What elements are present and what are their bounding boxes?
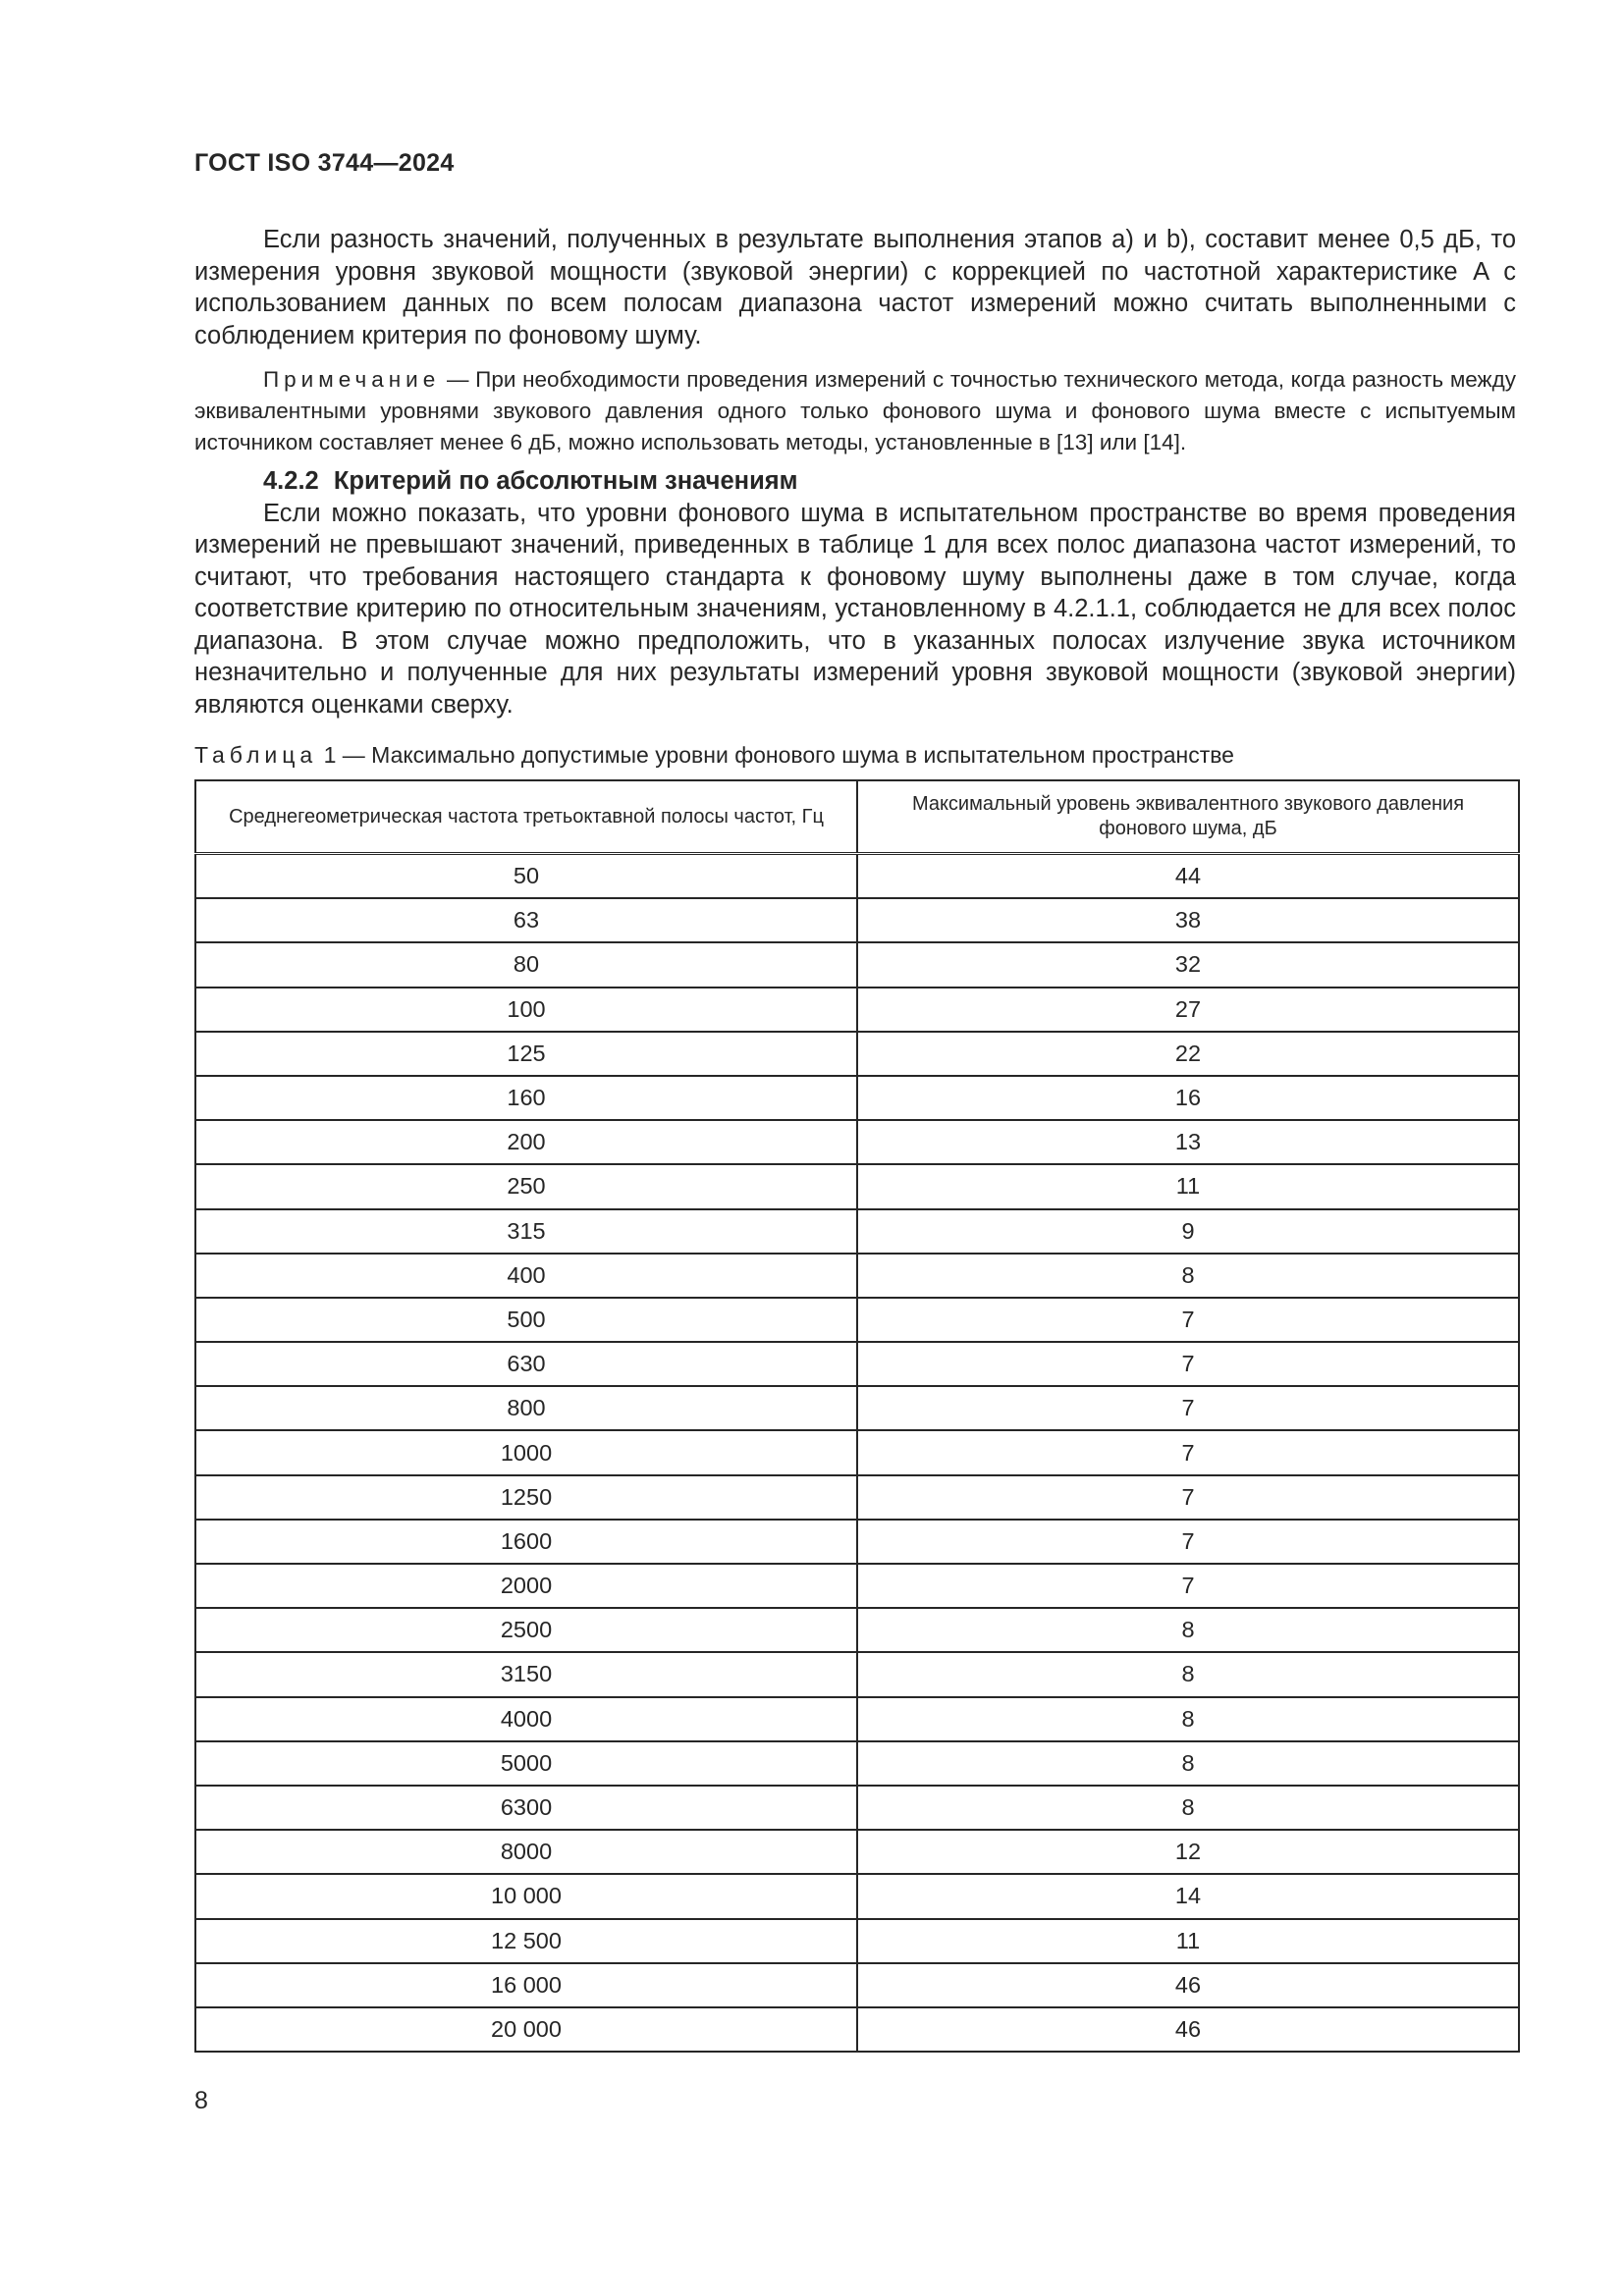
frequency-cell: 2000: [195, 1564, 857, 1608]
page-number: 8: [194, 2087, 208, 2114]
frequency-cell: 12 500: [195, 1919, 857, 1963]
frequency-cell: 1000: [195, 1430, 857, 1474]
max-level-cell: 46: [857, 1963, 1519, 2007]
table-row: [195, 1520, 1519, 1564]
max-level-cell: 8: [857, 1697, 1519, 1741]
max-level-cell: 32: [857, 942, 1519, 987]
table-caption: [194, 740, 1516, 770]
frequency-cell: 315: [195, 1209, 857, 1254]
frequency-cell: 250: [195, 1164, 857, 1208]
frequency-cell: 630: [195, 1342, 857, 1386]
frequency-cell: 200: [195, 1120, 857, 1164]
max-level-cell: 14: [857, 1874, 1519, 1918]
section-title: Критерий по абсолютным значениям: [333, 467, 798, 495]
table-row: [195, 1298, 1519, 1342]
max-level-cell: 7: [857, 1564, 1519, 1608]
max-level-cell: 9: [857, 1209, 1519, 1254]
max-level-cell: 13: [857, 1120, 1519, 1164]
max-level-cell: 8: [857, 1608, 1519, 1652]
max-level-cell: 46: [857, 2007, 1519, 2052]
table-row: [195, 1209, 1519, 1254]
noise-levels-table: [194, 779, 1520, 2053]
max-level-cell: 38: [857, 898, 1519, 942]
frequency-cell: 8000: [195, 1830, 857, 1874]
frequency-cell: 10 000: [195, 1874, 857, 1918]
table-row: [195, 1164, 1519, 1208]
table-row: [195, 1032, 1519, 1076]
table-row: [195, 1786, 1519, 1830]
max-level-cell: 8: [857, 1741, 1519, 1786]
frequency-cell: 160: [195, 1076, 857, 1120]
page-content: [194, 224, 1516, 2053]
table-header: [195, 780, 1519, 854]
table-caption-label: Таблица: [194, 742, 318, 768]
table-row: [195, 1830, 1519, 1874]
frequency-cell: 16 000: [195, 1963, 857, 2007]
frequency-cell: 2500: [195, 1608, 857, 1652]
table-row: [195, 942, 1519, 987]
frequency-cell: 5000: [195, 1741, 857, 1786]
table-row: [195, 1386, 1519, 1430]
paragraph-background-noise-criterion: Если разность значений, полученных в результате выполнения этапов a) и b), составит менее 0,5 дБ, то измерения уровня звуковой мощности (звуковой энергии) с коррекцией по частотной характеристике A с использованием данных по всем полосам диапазона частот измерений можно считать выполненными с соблюдением критерия по фоновому шуму.: [194, 226, 1516, 349]
note-label: Примечание: [263, 367, 441, 392]
table-header-row: [195, 780, 1519, 854]
frequency-cell: 1250: [195, 1475, 857, 1520]
frequency-cell: 63: [195, 898, 857, 942]
table-row: [195, 1254, 1519, 1298]
note-text: — При необходимости проведения измерений с точностью технического метода, когда разность между эквивалентными уровнями звукового давления одного только фонового шума и фонового шума вместе с испытуемым источником составляет менее 6 дБ, можно использовать методы, установленные в [13] или [14].: [194, 367, 1516, 454]
column-header-max-level: Максимальный уровень эквивалентного звукового давления фонового шума, дБ: [857, 780, 1519, 854]
max-level-cell: 7: [857, 1298, 1519, 1342]
max-level-cell: 7: [857, 1475, 1519, 1520]
frequency-cell: 80: [195, 942, 857, 987]
table-row: [195, 2007, 1519, 2052]
max-level-cell: 7: [857, 1386, 1519, 1430]
max-level-cell: 7: [857, 1342, 1519, 1386]
table-row: [195, 988, 1519, 1032]
frequency-cell: 50: [195, 854, 857, 899]
table-row: [195, 1120, 1519, 1164]
frequency-cell: 1600: [195, 1520, 857, 1564]
table-body: [195, 854, 1519, 2053]
document-code-header: ГОСТ ISO 3744—2024: [194, 149, 455, 177]
max-level-cell: 8: [857, 1786, 1519, 1830]
frequency-cell: 20 000: [195, 2007, 857, 2052]
max-level-cell: 7: [857, 1430, 1519, 1474]
column-header-frequency: Среднегеометрическая частота третьоктавной полосы частот, Гц: [195, 780, 857, 854]
table-row: [195, 1608, 1519, 1652]
max-level-cell: 27: [857, 988, 1519, 1032]
section-paragraph: Если можно показать, что уровни фонового шума в испытательном пространстве во время проведения измерений не превышают значений, приведенных в таблице 1 для всех полос диапазона частот измерений, то считают, что требования настоящего стандарта к фоновому шуму выполнены даже в том случае, когда соответствие критерию по относительным значениям, установленному в 4.2.1.1, соблюдается не для всех полос диапазона. В этом случае можно предположить, что в указанных полосах излучение звука источником незначительно и полученные для них результаты измерений уровня звуковой мощности (звуковой энергии) являются оценками сверху.: [194, 499, 1516, 719]
section-number: 4.2.2: [263, 467, 319, 495]
max-level-cell: 11: [857, 1919, 1519, 1963]
max-level-cell: 8: [857, 1652, 1519, 1696]
table-row: [195, 1475, 1519, 1520]
table-row: [195, 1874, 1519, 1918]
table-row: [195, 1564, 1519, 1608]
note-paragraph: [194, 364, 1516, 458]
frequency-cell: 6300: [195, 1786, 857, 1830]
table-row: [195, 854, 1519, 899]
table-row: [195, 1919, 1519, 1963]
table-caption-text: 1 — Максимально допустимые уровни фонового шума в испытательном пространстве: [317, 742, 1234, 768]
table-row: [195, 898, 1519, 942]
table-row: [195, 1430, 1519, 1474]
max-level-cell: 11: [857, 1164, 1519, 1208]
max-level-cell: 44: [857, 854, 1519, 899]
table-row: [195, 1697, 1519, 1741]
max-level-cell: 12: [857, 1830, 1519, 1874]
frequency-cell: 100: [195, 988, 857, 1032]
frequency-cell: 3150: [195, 1652, 857, 1696]
table-row: [195, 1652, 1519, 1696]
section-heading: [194, 465, 1516, 498]
max-level-cell: 7: [857, 1520, 1519, 1564]
max-level-cell: 22: [857, 1032, 1519, 1076]
frequency-cell: 800: [195, 1386, 857, 1430]
table-row: [195, 1342, 1519, 1386]
table-row: [195, 1963, 1519, 2007]
frequency-cell: 4000: [195, 1697, 857, 1741]
frequency-cell: 400: [195, 1254, 857, 1298]
max-level-cell: 8: [857, 1254, 1519, 1298]
table-row: [195, 1741, 1519, 1786]
frequency-cell: 125: [195, 1032, 857, 1076]
frequency-cell: 500: [195, 1298, 857, 1342]
table-row: [195, 1076, 1519, 1120]
max-level-cell: 16: [857, 1076, 1519, 1120]
